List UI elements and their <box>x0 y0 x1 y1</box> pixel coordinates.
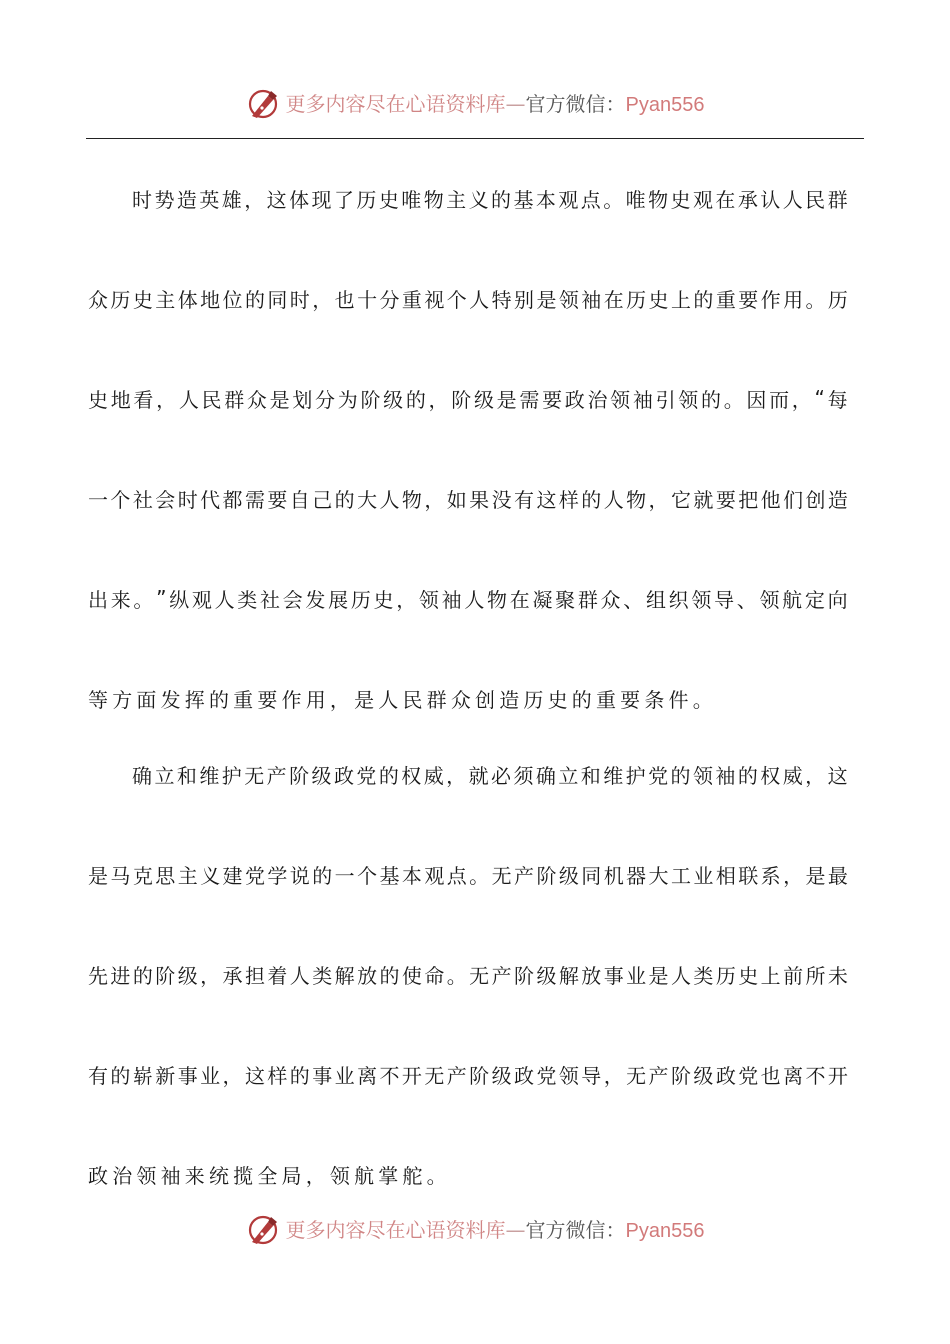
text-line: 先 进 的 阶 级 ， 承 担 着 人 类 解 放 的 使 命 。 无 产 阶 级 解 放 事 业 是 人 类 历 史 上 前 所 未 <box>88 963 848 988</box>
footer-text <box>286 1210 705 1251</box>
paragraph-1 <box>88 148 848 748</box>
header-wechat-id: Pyan556 <box>625 93 705 116</box>
header-banner <box>0 84 950 124</box>
footer-wechat-label: 官方微信： <box>525 1217 626 1242</box>
pen-nib-circle-icon <box>246 1213 280 1247</box>
pen-nib-circle-icon <box>246 87 280 121</box>
footer-banner <box>0 1210 950 1250</box>
footer-dash: — <box>505 1217 526 1242</box>
text-line: 政 治 领 袖 来 统 揽 全 局 ， 领 航 掌 舵 。 <box>88 1163 447 1188</box>
document-body <box>88 148 848 1224</box>
text-line: 一 个 社 会 时 代 都 需 要 自 己 的 大 人 物 ， 如 果 没 有 这 样 的 人 物 ， 它 就 要 把 他 们 创 造 <box>88 487 848 512</box>
header-wechat-label: 官方微信： <box>525 91 626 116</box>
text-line: 出 来 。 ” 纵 观 人 类 社 会 发 展 历 史 ， 领 袖 人 物 在 凝 聚 群 众 、 组 织 领 导 、 领 航 定 向 <box>88 586 848 612</box>
header-text <box>286 84 705 125</box>
header-site-text: 更多内容尽在心语资料库 <box>285 91 506 116</box>
header-divider <box>86 138 864 139</box>
footer-site-text: 更多内容尽在心语资料库 <box>285 1217 506 1242</box>
paragraph-2 <box>88 724 848 1224</box>
text-line: 是 马 克 思 主 义 建 党 学 说 的 一 个 基 本 观 点 。 无 产 阶 级 同 机 器 大 工 业 相 联 系 ， 是 最 <box>88 863 848 888</box>
text-line: 确 立 和 维 护 无 产 阶 级 政 党 的 权 威 ， 就 必 须 确 立 和 维 护 党 的 领 袖 的 权 威 ， 这 <box>132 763 848 788</box>
text-line: 史 地 看 ， 人 民 群 众 是 划 分 为 阶 级 的 ， 阶 级 是 需 要 政 治 领 袖 引 领 的 。 因 而 ， “ 每 <box>88 386 848 412</box>
footer-wechat-id: Pyan556 <box>625 1219 705 1242</box>
header-dash: — <box>505 91 526 116</box>
text-line: 时 势 造 英 雄 ， 这 体 现 了 历 史 唯 物 主 义 的 基 本 观 点 。 唯 物 史 观 在 承 认 人 民 群 <box>132 187 848 212</box>
text-line: 等 方 面 发 挥 的 重 要 作 用 ， 是 人 民 群 众 创 造 历 史 的 重 要 条 件 。 <box>88 687 713 712</box>
text-line: 众 历 史 主 体 地 位 的 同 时 ， 也 十 分 重 视 个 人 特 别 是 领 袖 在 历 史 上 的 重 要 作 用 。 历 <box>88 287 848 312</box>
text-line: 有 的 崭 新 事 业 ， 这 样 的 事 业 离 不 开 无 产 阶 级 政 党 领 导 ， 无 产 阶 级 政 党 也 离 不 开 <box>88 1063 848 1088</box>
